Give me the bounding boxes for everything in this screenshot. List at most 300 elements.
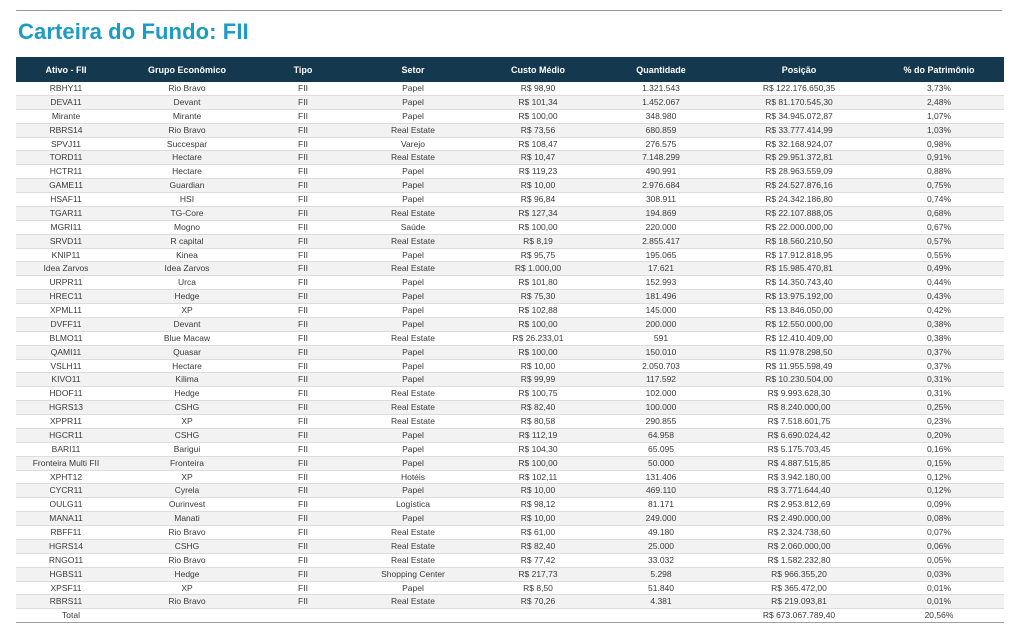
table-row: [16, 359, 1004, 373]
setor-cell: Real Estate: [348, 234, 478, 248]
table-row: [16, 512, 1004, 526]
ativo-cell: RBHY11: [16, 82, 116, 95]
ativo-cell: Idea Zarvos: [16, 262, 116, 276]
page-title: Carteira do Fundo: FII: [18, 19, 249, 44]
tipo-cell: FII: [258, 553, 348, 567]
posicao-cell: R$ 219.093,81: [724, 595, 874, 609]
table-row: [16, 387, 1004, 401]
patrimonio-cell: 0,38%: [874, 317, 1004, 331]
setor-cell: Shopping Center: [348, 567, 478, 581]
grupo-cell: Kinea: [116, 248, 258, 262]
patrimonio-cell: 0,03%: [874, 567, 1004, 581]
quantidade-cell: 4.381: [598, 595, 724, 609]
grupo-cell: Urca: [116, 276, 258, 290]
custo-cell: R$ 77,42: [478, 553, 598, 567]
table-row: [16, 539, 1004, 553]
setor-cell: Papel: [348, 456, 478, 470]
patrimonio-cell: 1,07%: [874, 109, 1004, 123]
patrimonio-cell: 0,67%: [874, 220, 1004, 234]
grupo-cell: CSHG: [116, 428, 258, 442]
grupo-cell: Idea Zarvos: [116, 262, 258, 276]
patrimonio-cell: 0,44%: [874, 276, 1004, 290]
setor-cell: Hotéis: [348, 470, 478, 484]
posicao-cell: R$ 33.777.414,99: [724, 123, 874, 137]
custo-cell: R$ 99,99: [478, 373, 598, 387]
table-row: [16, 428, 1004, 442]
posicao-cell: R$ 24.527.876,16: [724, 179, 874, 193]
quantidade-cell: 50.000: [598, 456, 724, 470]
grupo-cell: Manati: [116, 512, 258, 526]
ativo-cell: QAMI11: [16, 345, 116, 359]
table-row: [16, 109, 1004, 123]
grupo-cell: CSHG: [116, 401, 258, 415]
grupo-cell: Cyrela: [116, 484, 258, 498]
column-header-tipo: Tipo: [293, 64, 313, 75]
tipo-cell: FII: [258, 123, 348, 137]
patrimonio-cell: 0,16%: [874, 442, 1004, 456]
table-body: [16, 82, 1004, 623]
tipo-cell: FII: [258, 304, 348, 318]
patrimonio-cell: 0,09%: [874, 498, 1004, 512]
posicao-cell: R$ 2.953.812,69: [724, 498, 874, 512]
quantidade-cell: 117.592: [598, 373, 724, 387]
portfolio-table: [16, 57, 1004, 623]
quantidade-cell: 200.000: [598, 317, 724, 331]
grupo-cell: Hedge: [116, 567, 258, 581]
patrimonio-cell: 0,31%: [874, 373, 1004, 387]
patrimonio-cell: 0,43%: [874, 290, 1004, 304]
posicao-cell: R$ 6.690.024,42: [724, 428, 874, 442]
custo-cell: R$ 104,30: [478, 442, 598, 456]
setor-cell: Real Estate: [348, 553, 478, 567]
top-divider: [16, 10, 1002, 11]
setor-cell: Real Estate: [348, 262, 478, 276]
grupo-cell: Hectare: [116, 151, 258, 165]
posicao-cell: R$ 5.175.703,45: [724, 442, 874, 456]
grupo-cell: Rio Bravo: [116, 595, 258, 609]
setor-cell: Real Estate: [348, 415, 478, 429]
custo-cell: R$ 10,47: [478, 151, 598, 165]
tipo-cell: FII: [258, 137, 348, 151]
custo-cell: R$ 80,58: [478, 415, 598, 429]
posicao-cell: R$ 14.350.743,40: [724, 276, 874, 290]
setor-cell: Real Estate: [348, 539, 478, 553]
column-header-ativo: Ativo - FII: [45, 64, 87, 75]
setor-cell: Papel: [348, 193, 478, 207]
setor-cell: Real Estate: [348, 331, 478, 345]
table-row: [16, 193, 1004, 207]
column-header-posicao: Posição: [781, 64, 817, 75]
posicao-cell: R$ 8.240.000,00: [724, 401, 874, 415]
table-row: [16, 82, 1004, 95]
tipo-cell: FII: [258, 95, 348, 109]
tipo-cell: FII: [258, 206, 348, 220]
grupo-cell: Mogno: [116, 220, 258, 234]
custo-cell: R$ 10,00: [478, 512, 598, 526]
custo-cell: R$ 10,00: [478, 484, 598, 498]
grupo-cell: R capital: [116, 234, 258, 248]
ativo-cell: VSLH11: [16, 359, 116, 373]
custo-cell: R$ 100,00: [478, 109, 598, 123]
posicao-cell: R$ 29.951.372,81: [724, 151, 874, 165]
grupo-cell: Guardian: [116, 179, 258, 193]
quantidade-cell: 276.575: [598, 137, 724, 151]
posicao-cell: R$ 22.107.888,05: [724, 206, 874, 220]
posicao-cell: R$ 17.912.818,95: [724, 248, 874, 262]
patrimonio-cell: 0,37%: [874, 345, 1004, 359]
posicao-cell: R$ 3.771.644,40: [724, 484, 874, 498]
tipo-cell: FII: [258, 220, 348, 234]
patrimonio-cell: 0,37%: [874, 359, 1004, 373]
patrimonio-cell: 0,07%: [874, 526, 1004, 540]
table-row: [16, 248, 1004, 262]
table-row: [16, 456, 1004, 470]
posicao-cell: R$ 28.963.559,09: [724, 165, 874, 179]
quantidade-cell: 7.148.299: [598, 151, 724, 165]
table-row: [16, 151, 1004, 165]
quantidade-cell: 51.840: [598, 581, 724, 595]
grupo-cell: Quasar: [116, 345, 258, 359]
quantidade-cell: 1.452.067: [598, 95, 724, 109]
ativo-cell: MGRI11: [16, 220, 116, 234]
quantidade-cell: 348.980: [598, 109, 724, 123]
quantidade-cell: 2.976.684: [598, 179, 724, 193]
tipo-cell: FII: [258, 512, 348, 526]
tipo-cell: FII: [258, 82, 348, 95]
quantidade-cell: 5.298: [598, 567, 724, 581]
custo-cell: R$ 82,40: [478, 401, 598, 415]
table-row: [16, 595, 1004, 609]
custo-cell: R$ 73,56: [478, 123, 598, 137]
ativo-cell: HCTR11: [16, 165, 116, 179]
ativo-cell: RBFF11: [16, 526, 116, 540]
custo-cell: R$ 8,50: [478, 581, 598, 595]
table-row: [16, 373, 1004, 387]
quantidade-cell: 2.050.703: [598, 359, 724, 373]
quantidade-cell: 33.032: [598, 553, 724, 567]
custo-cell: R$ 102,88: [478, 304, 598, 318]
posicao-cell: R$ 3.942.180,00: [724, 470, 874, 484]
quantidade-cell: 249.000: [598, 512, 724, 526]
setor-cell: Varejo: [348, 137, 478, 151]
posicao-cell: R$ 13.846.050,00: [724, 304, 874, 318]
tipo-cell: FII: [258, 317, 348, 331]
quantidade-cell: 290.855: [598, 415, 724, 429]
grupo-cell: Mirante: [116, 109, 258, 123]
table-row: [16, 165, 1004, 179]
posicao-cell: R$ 11.978.298,50: [724, 345, 874, 359]
column-header-setor: Setor: [401, 64, 425, 75]
patrimonio-cell: 0,25%: [874, 401, 1004, 415]
ativo-cell: TORD11: [16, 151, 116, 165]
ativo-cell: SRVD11: [16, 234, 116, 248]
posicao-cell: R$ 2.060.000,00: [724, 539, 874, 553]
tipo-cell: FII: [258, 165, 348, 179]
ativo-cell: BLMO11: [16, 331, 116, 345]
table-row: [16, 317, 1004, 331]
posicao-cell: R$ 13.975.192,00: [724, 290, 874, 304]
custo-cell: R$ 101,80: [478, 276, 598, 290]
tipo-cell: FII: [258, 470, 348, 484]
grupo-cell: Rio Bravo: [116, 526, 258, 540]
custo-cell: R$ 100,00: [478, 345, 598, 359]
total-empty-cell: [478, 609, 598, 623]
tipo-cell: FII: [258, 456, 348, 470]
posicao-cell: R$ 24.342.186,80: [724, 193, 874, 207]
grupo-cell: Hedge: [116, 290, 258, 304]
patrimonio-cell: 0,01%: [874, 595, 1004, 609]
ativo-cell: GAME11: [16, 179, 116, 193]
ativo-cell: HGRS14: [16, 539, 116, 553]
grupo-cell: Kilima: [116, 373, 258, 387]
custo-cell: R$ 95,75: [478, 248, 598, 262]
posicao-cell: R$ 122.176.650,35: [724, 82, 874, 95]
setor-cell: Papel: [348, 179, 478, 193]
table-row: [16, 498, 1004, 512]
posicao-cell: R$ 7.518.601,75: [724, 415, 874, 429]
grupo-cell: Devant: [116, 317, 258, 331]
tipo-cell: FII: [258, 526, 348, 540]
ativo-cell: XPPR11: [16, 415, 116, 429]
patrimonio-cell: 0,23%: [874, 415, 1004, 429]
setor-cell: Real Estate: [348, 387, 478, 401]
tipo-cell: FII: [258, 359, 348, 373]
tipo-cell: FII: [258, 567, 348, 581]
table-row: [16, 470, 1004, 484]
posicao-cell: R$ 365.472,00: [724, 581, 874, 595]
ativo-cell: HREC11: [16, 290, 116, 304]
patrimonio-cell: 0,12%: [874, 470, 1004, 484]
ativo-cell: XPHT12: [16, 470, 116, 484]
setor-cell: Papel: [348, 442, 478, 456]
grupo-cell: Succespar: [116, 137, 258, 151]
grupo-cell: XP: [116, 304, 258, 318]
patrimonio-cell: 0,06%: [874, 539, 1004, 553]
patrimonio-cell: 0,74%: [874, 193, 1004, 207]
custo-cell: R$ 98,90: [478, 82, 598, 95]
total-position: R$ 673.067.789,40: [724, 609, 874, 623]
grupo-cell: Ourinvest: [116, 498, 258, 512]
posicao-cell: R$ 22.000.000,00: [724, 220, 874, 234]
quantidade-cell: 2.855.417: [598, 234, 724, 248]
column-header-patrimonio: % do Patrimônio: [903, 64, 975, 75]
table-row: [16, 206, 1004, 220]
setor-cell: Papel: [348, 512, 478, 526]
ativo-cell: TGAR11: [16, 206, 116, 220]
custo-cell: R$ 75,30: [478, 290, 598, 304]
table-row: [16, 179, 1004, 193]
table-row: [16, 220, 1004, 234]
table-row: [16, 553, 1004, 567]
ativo-cell: MANA11: [16, 512, 116, 526]
quantidade-cell: 680.859: [598, 123, 724, 137]
custo-cell: R$ 100,00: [478, 456, 598, 470]
custo-cell: R$ 100,00: [478, 317, 598, 331]
posicao-cell: R$ 2.324.738,60: [724, 526, 874, 540]
table-row: [16, 331, 1004, 345]
grupo-cell: Hedge: [116, 387, 258, 401]
quantidade-cell: 469.110: [598, 484, 724, 498]
patrimonio-cell: 0,98%: [874, 137, 1004, 151]
patrimonio-cell: 0,91%: [874, 151, 1004, 165]
total-empty-cell: [258, 609, 348, 623]
custo-cell: R$ 127,34: [478, 206, 598, 220]
quantidade-cell: 65.095: [598, 442, 724, 456]
tipo-cell: FII: [258, 428, 348, 442]
patrimonio-cell: 0,49%: [874, 262, 1004, 276]
grupo-cell: Rio Bravo: [116, 82, 258, 95]
custo-cell: R$ 10,00: [478, 179, 598, 193]
quantidade-cell: 150.010: [598, 345, 724, 359]
setor-cell: Saúde: [348, 220, 478, 234]
ativo-cell: HGBS11: [16, 567, 116, 581]
grupo-cell: Blue Macaw: [116, 331, 258, 345]
tipo-cell: FII: [258, 595, 348, 609]
custo-cell: R$ 82,40: [478, 539, 598, 553]
tipo-cell: FII: [258, 442, 348, 456]
grupo-cell: CSHG: [116, 539, 258, 553]
table-row: [16, 567, 1004, 581]
table-row: [16, 526, 1004, 540]
custo-cell: R$ 112,19: [478, 428, 598, 442]
posicao-cell: R$ 9.993.628,30: [724, 387, 874, 401]
table-row: [16, 345, 1004, 359]
ativo-cell: Mirante: [16, 109, 116, 123]
tipo-cell: FII: [258, 234, 348, 248]
posicao-cell: R$ 15.985.470,81: [724, 262, 874, 276]
ativo-cell: DVFF11: [16, 317, 116, 331]
patrimonio-cell: 0,01%: [874, 581, 1004, 595]
table-row: [16, 276, 1004, 290]
quantidade-cell: 195.065: [598, 248, 724, 262]
setor-cell: Papel: [348, 248, 478, 262]
ativo-cell: BARI11: [16, 442, 116, 456]
quantidade-cell: 181.496: [598, 290, 724, 304]
custo-cell: R$ 70,26: [478, 595, 598, 609]
setor-cell: Logística: [348, 498, 478, 512]
custo-cell: R$ 100,75: [478, 387, 598, 401]
total-label: Total: [16, 609, 116, 623]
ativo-cell: KIVO11: [16, 373, 116, 387]
custo-cell: R$ 108,47: [478, 137, 598, 151]
grupo-cell: Barigui: [116, 442, 258, 456]
ativo-cell: XPML11: [16, 304, 116, 318]
custo-cell: R$ 100,00: [478, 220, 598, 234]
tipo-cell: FII: [258, 484, 348, 498]
table-row: [16, 415, 1004, 429]
column-header-grupo: Grupo Econômico: [147, 64, 226, 75]
posicao-cell: R$ 32.168.924,07: [724, 137, 874, 151]
ativo-cell: RNGO11: [16, 553, 116, 567]
patrimonio-cell: 1,03%: [874, 123, 1004, 137]
patrimonio-cell: 0,42%: [874, 304, 1004, 318]
setor-cell: Papel: [348, 82, 478, 95]
ativo-cell: XPSF11: [16, 581, 116, 595]
setor-cell: Papel: [348, 373, 478, 387]
table-row: [16, 442, 1004, 456]
ativo-cell: SPVJ11: [16, 137, 116, 151]
setor-cell: Real Estate: [348, 401, 478, 415]
column-header-quantidade: Quantidade: [636, 64, 686, 75]
tipo-cell: FII: [258, 248, 348, 262]
quantidade-cell: 490.991: [598, 165, 724, 179]
quantidade-cell: 131.406: [598, 470, 724, 484]
setor-cell: Real Estate: [348, 595, 478, 609]
patrimonio-cell: 0,05%: [874, 553, 1004, 567]
total-row: [16, 609, 1004, 623]
tipo-cell: FII: [258, 401, 348, 415]
patrimonio-cell: 0,08%: [874, 512, 1004, 526]
grupo-cell: Fronteira: [116, 456, 258, 470]
tipo-cell: FII: [258, 581, 348, 595]
quantidade-cell: 220.000: [598, 220, 724, 234]
custo-cell: R$ 98,12: [478, 498, 598, 512]
quantidade-cell: 152.993: [598, 276, 724, 290]
tipo-cell: FII: [258, 276, 348, 290]
total-empty-cell: [116, 609, 258, 623]
custo-cell: R$ 102,11: [478, 470, 598, 484]
patrimonio-cell: 2,48%: [874, 95, 1004, 109]
ativo-cell: Fronteira Multi FII: [16, 456, 116, 470]
quantidade-cell: 591: [598, 331, 724, 345]
tipo-cell: FII: [258, 331, 348, 345]
table-row: [16, 401, 1004, 415]
custo-cell: R$ 8,19: [478, 234, 598, 248]
posicao-cell: R$ 2.490.000,00: [724, 512, 874, 526]
ativo-cell: HGRS13: [16, 401, 116, 415]
setor-cell: Papel: [348, 165, 478, 179]
ativo-cell: RBRS14: [16, 123, 116, 137]
tipo-cell: FII: [258, 415, 348, 429]
ativo-cell: OULG11: [16, 498, 116, 512]
quantidade-cell: 17.621: [598, 262, 724, 276]
quantidade-cell: 81.171: [598, 498, 724, 512]
table-row: [16, 290, 1004, 304]
tipo-cell: FII: [258, 539, 348, 553]
total-empty-cell: [598, 609, 724, 623]
posicao-cell: R$ 81.170.545,30: [724, 95, 874, 109]
posicao-cell: R$ 4.887.515,85: [724, 456, 874, 470]
grupo-cell: Hectare: [116, 359, 258, 373]
setor-cell: Papel: [348, 290, 478, 304]
tipo-cell: FII: [258, 290, 348, 304]
table-row: [16, 123, 1004, 137]
posicao-cell: R$ 12.550.000,00: [724, 317, 874, 331]
setor-cell: Papel: [348, 304, 478, 318]
table-row: [16, 137, 1004, 151]
ativo-cell: HSAF11: [16, 193, 116, 207]
custo-cell: R$ 119,23: [478, 165, 598, 179]
custo-cell: R$ 96,84: [478, 193, 598, 207]
grupo-cell: XP: [116, 581, 258, 595]
custo-cell: R$ 10,00: [478, 359, 598, 373]
ativo-cell: DEVA11: [16, 95, 116, 109]
tipo-cell: FII: [258, 373, 348, 387]
table-row: [16, 95, 1004, 109]
ativo-cell: HGCR11: [16, 428, 116, 442]
custo-cell: R$ 217,73: [478, 567, 598, 581]
patrimonio-cell: 0,31%: [874, 387, 1004, 401]
patrimonio-cell: 3,73%: [874, 82, 1004, 95]
grupo-cell: HSI: [116, 193, 258, 207]
setor-cell: Real Estate: [348, 123, 478, 137]
setor-cell: Papel: [348, 276, 478, 290]
tipo-cell: FII: [258, 151, 348, 165]
grupo-cell: TG-Core: [116, 206, 258, 220]
tipo-cell: FII: [258, 345, 348, 359]
grupo-cell: XP: [116, 470, 258, 484]
patrimonio-cell: 0,68%: [874, 206, 1004, 220]
